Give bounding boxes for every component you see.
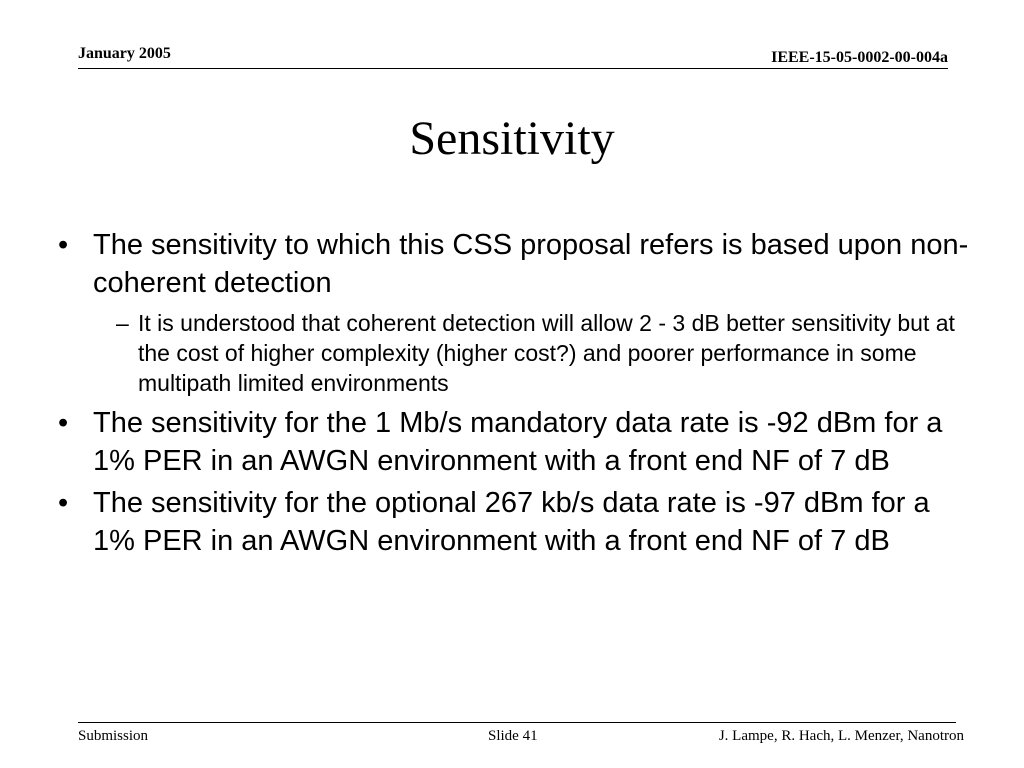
sub-bullet-text: It is understood that coherent detection will allow 2 - 3 dB better sensitivity but at the cost of higher complexity (higher cost?) and poorer performance in some multipath limited environments [138,310,955,396]
bullet-marker: • [58,229,69,261]
bullet-item [58,404,978,480]
bullet-marker: • [58,487,69,519]
bullet-marker: • [58,407,69,439]
slide-body [58,226,978,564]
slide-title: Sensitivity [409,112,615,165]
sub-bullet-item [58,308,958,398]
header-date: January 2005 [78,45,171,62]
bullet-text: The sensitivity for the optional 267 kb/s data rate is -97 dBm for a 1% PER in an AWGN environment with a front end NF of 7 dB [93,487,930,557]
dash-marker: – [116,310,129,336]
bullet-item [58,484,978,560]
footer-authors: J. Lampe, R. Hach, L. Menzer, Nanotron [718,728,964,744]
footer-submission: Submission [78,728,149,744]
bullet-item [58,226,978,302]
bullet-text: The sensitivity for the 1 Mb/s mandatory data rate is -92 dBm for a 1% PER in an AWGN environment with a front end NF of 7 dB [93,407,943,477]
footer-divider [78,722,956,723]
bullet-text: The sensitivity to which this CSS proposal refers is based upon non-coherent detection [93,229,969,299]
footer-slide-number: Slide 41 [488,728,538,744]
header-doc-id: IEEE-15-05-0002-00-004a [771,49,948,66]
header-divider [78,68,948,69]
